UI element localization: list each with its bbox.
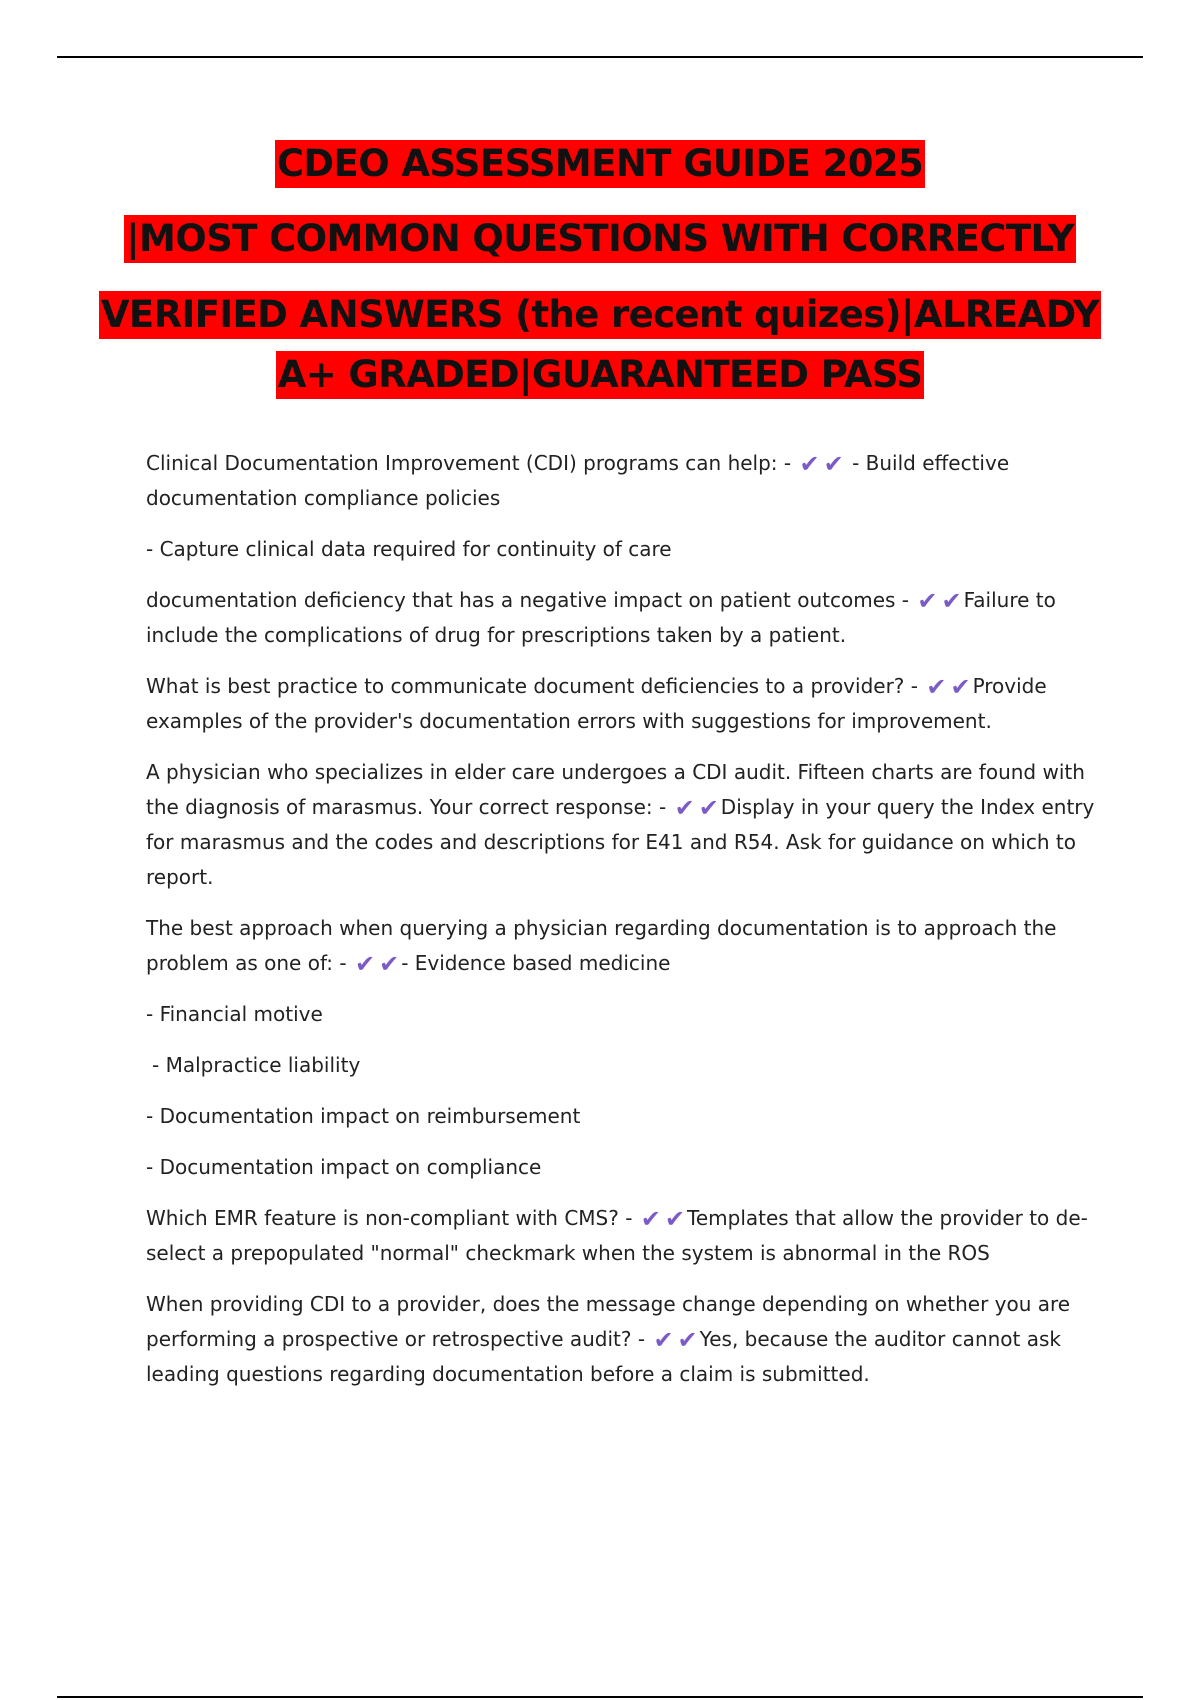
question-text: Which EMR feature is non-compliant with CMS? -: [146, 1206, 633, 1230]
check-mark-icon: ✔: [379, 950, 400, 978]
qa-item: [146, 1201, 1096, 1271]
answer-text: Failure to include the complications of drug for prescriptions taken by a patient.: [146, 588, 1056, 647]
list-item: - Documentation impact on reimbursement: [146, 1104, 581, 1128]
answer-text: Display in your query the Index entry for marasmus and the codes and descriptions for E41 and R54. Ask for guidance on which to report.: [146, 795, 1095, 889]
list-item: - Financial motive: [146, 1002, 323, 1026]
check-mark-icon: ✔: [653, 1326, 674, 1354]
check-mark-icon: ✔: [354, 950, 376, 978]
qa-content: [146, 446, 1096, 1408]
bottom-rule: [57, 1696, 1143, 1698]
check-mark-icon: ✔: [664, 1205, 686, 1233]
question-text: The best approach when querying a physician regarding documentation is to approach the problem as one of: -: [146, 916, 1057, 975]
title-line-1: CDEO ASSESSMENT GUIDE 2025: [275, 140, 925, 188]
check-mark-icon: ✔: [640, 1205, 661, 1233]
title-line-4: A+ GRADED|GUARANTEED PASS: [276, 351, 925, 399]
question-text: What is best practice to communicate document deficiencies to a provider? -: [146, 674, 918, 698]
check-mark-icon: ✔: [941, 587, 962, 615]
answer-text: Provide examples of the provider's documentation errors with suggestions for improvement.: [146, 674, 1047, 733]
answer-text: - Evidence based medicine: [401, 951, 671, 975]
question-text: When providing CDI to a provider, does the message change depending on whether you are performing a prospective or retrospective audit? -: [146, 1292, 1071, 1351]
qa-item: [146, 1287, 1096, 1392]
answer-text: Yes, because the auditor cannot ask leading questions regarding documentation before a claim is submitted.: [146, 1327, 1061, 1386]
question-text: Clinical Documentation Improvement (CDI) programs can help: -: [146, 451, 792, 475]
list-item: - Malpractice liability: [152, 1053, 361, 1077]
question-text: A physician who specializes in elder care undergoes a CDI audit. Fifteen charts are found with the diagnosis of marasmus. Your correct response: -: [146, 760, 1085, 819]
qa-item: [146, 583, 1096, 653]
qa-item: [146, 446, 1096, 516]
check-mark-icon: ✔: [823, 450, 844, 478]
check-mark-icon: ✔: [698, 794, 719, 822]
title-line-3: VERIFIED ANSWERS (the recent quizes)|ALREADY: [99, 291, 1101, 339]
question-text: documentation deficiency that has a negative impact on patient outcomes -: [146, 588, 910, 612]
qa-item: [146, 755, 1096, 895]
answer-text: Templates that allow the provider to de-select a prepopulated "normal" checkmark when the system is abnormal in the ROS: [146, 1206, 1088, 1265]
check-mark-icon: ✔: [917, 587, 938, 615]
qa-item: [146, 911, 1096, 981]
title-line-2: |MOST COMMON QUESTIONS WITH CORRECTLY: [124, 215, 1076, 263]
check-mark-icon: ✔: [799, 450, 820, 478]
answer-text: - Build effective documentation compliance policies: [146, 451, 1010, 510]
check-mark-icon: ✔: [677, 1326, 698, 1354]
qa-item: [146, 669, 1096, 739]
list-item: - Capture clinical data required for continuity of care: [146, 537, 672, 561]
check-mark-icon: ✔: [674, 794, 695, 822]
top-rule: [57, 56, 1143, 58]
document-title: [60, 140, 1140, 399]
check-mark-icon: ✔: [950, 673, 971, 701]
list-item: - Documentation impact on compliance: [146, 1155, 542, 1179]
check-mark-icon: ✔: [926, 673, 947, 701]
